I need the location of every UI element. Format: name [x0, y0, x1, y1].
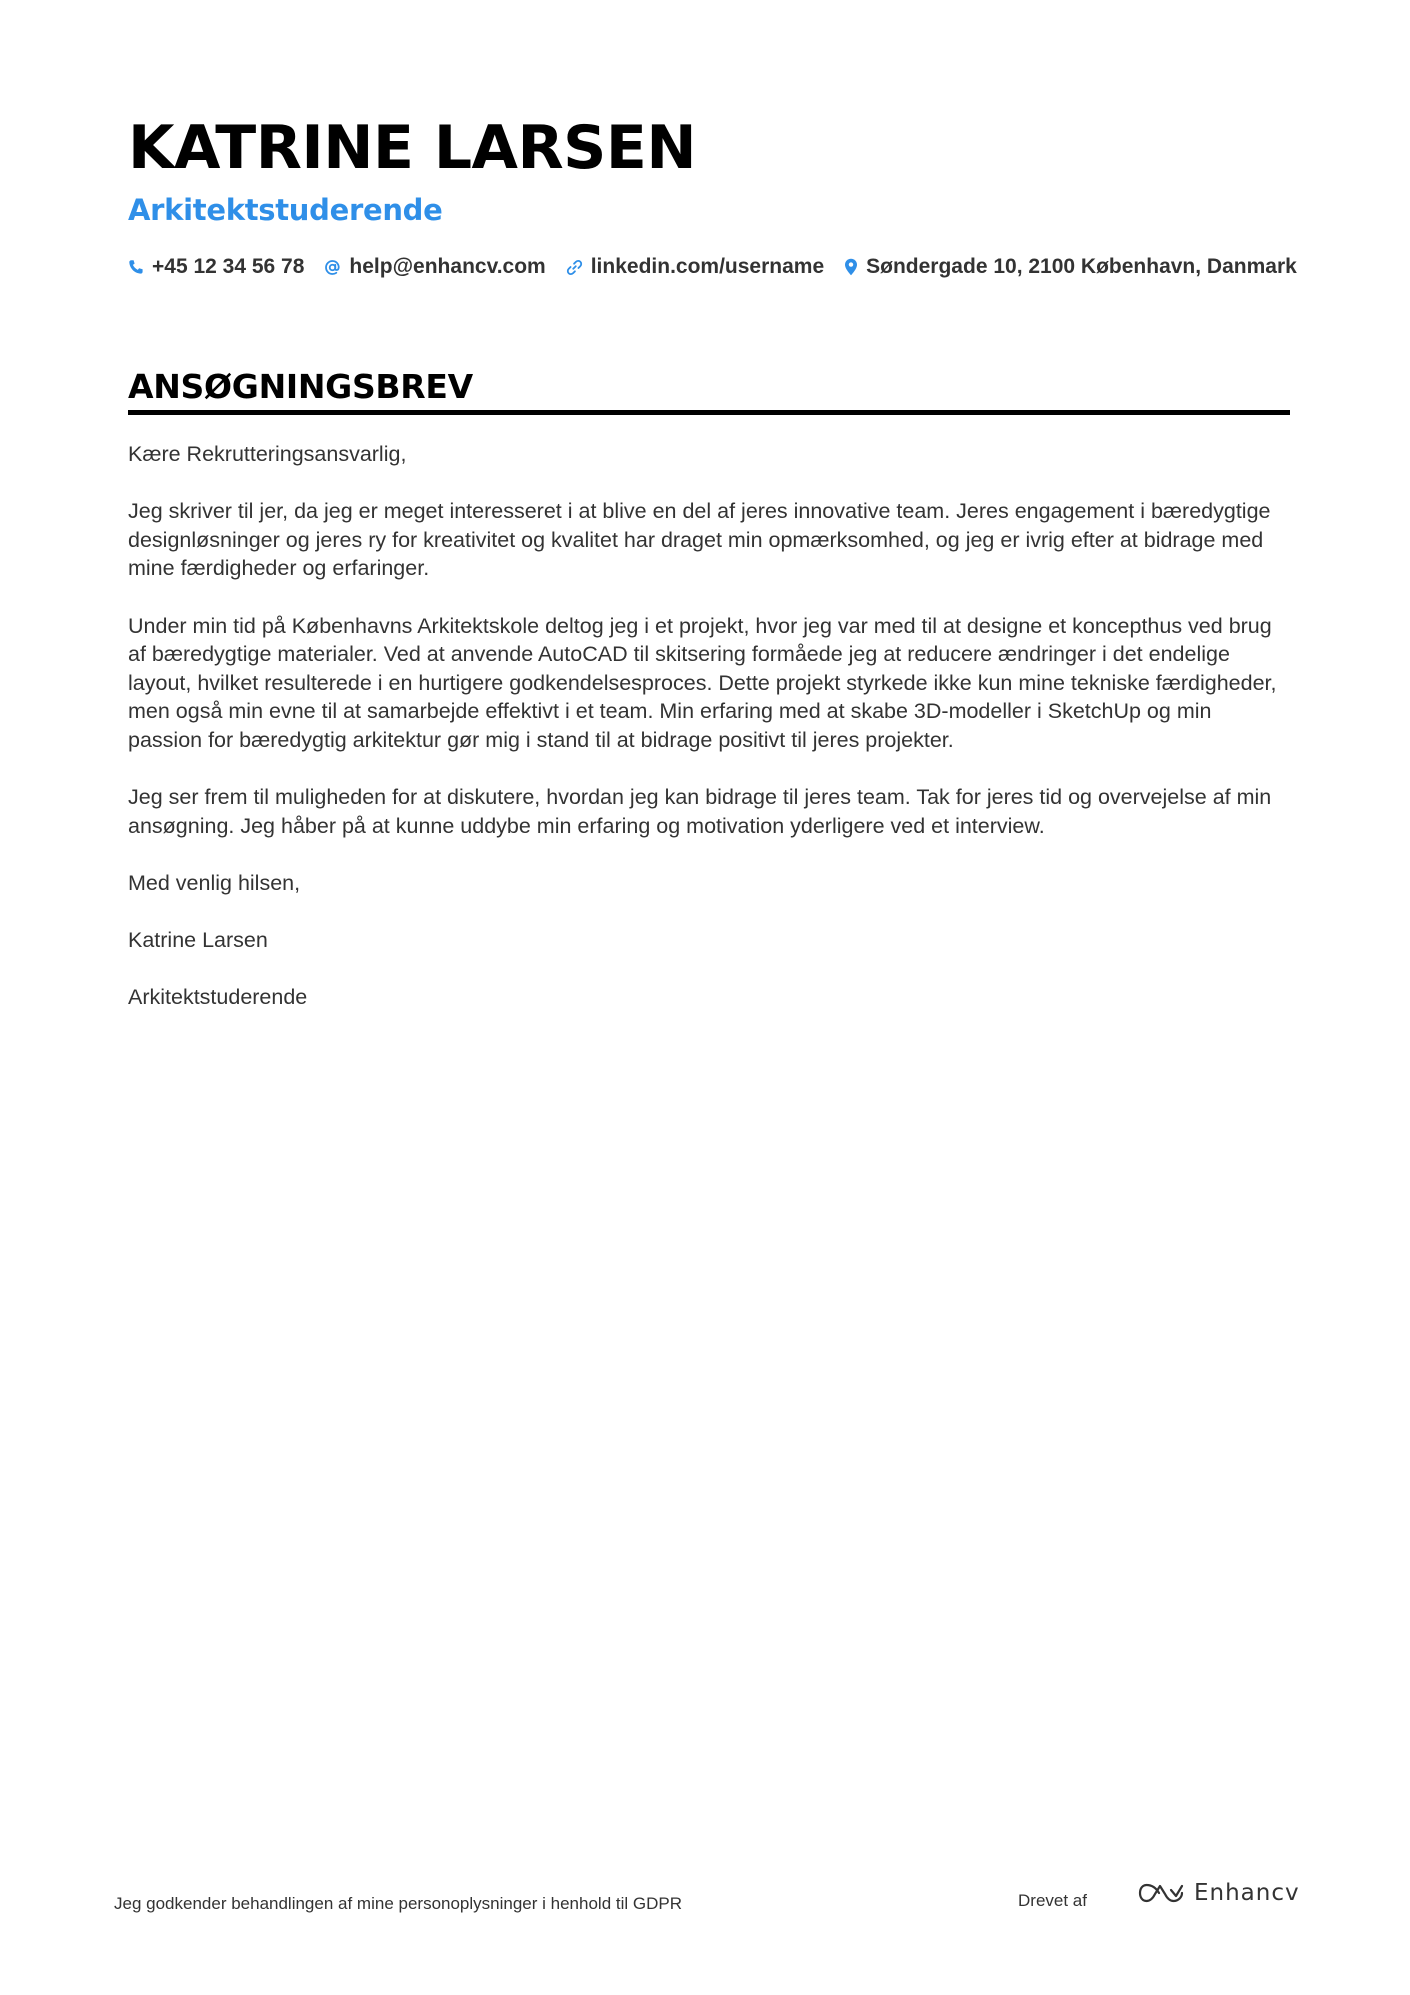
contact-address-text: Søndergade 10, 2100 København, Danmark [866, 255, 1297, 278]
link-icon [566, 259, 583, 276]
candidate-title: Arkitektstuderende [128, 193, 443, 227]
section-divider [128, 410, 1290, 415]
location-pin-icon [844, 258, 858, 276]
letter-paragraph-2: Under min tid på Københavns Arkitektskole deltog jeg i et projekt, hvor jeg var med til at designe et koncepthus ved brug af bæredygtige materialer. Ved at anvende AutoCAD til skitsering formåede jeg at reducere ændringer i det endelige layout, hvilket resulterede i en hurtigere godkendelsesproces. Dette projekt styrkede ikke kun mine tekniske færdigheder, men også min evne til at samarbejde effektivt i et team. Min erfaring med at skabe 3D-modeller i SketchUp og min passion for bæredygtig arkitektur gør mig i stand til at bidrage positivt til jeres projekter. [128, 613, 1277, 752]
at-icon [324, 259, 341, 276]
contact-phone-text: +45 12 34 56 78 [152, 255, 305, 278]
contact-email-text: help@enhancv.com [349, 255, 546, 278]
letter-paragraph-3: Jeg ser frem til muligheden for at diskutere, hvordan jeg kan bidrage til jeres team. Tak for jeres tid og overvejelse af min ansøgning. Jeg håber på at kunne uddybe min erfaring og motivation yderligere ved et interview. [128, 785, 1272, 838]
gdpr-consent-text: Jeg godkender behandlingen af mine personoplysninger i henhold til GDPR [114, 1894, 682, 1913]
contact-phone[interactable] [128, 252, 304, 282]
contact-email[interactable] [324, 252, 545, 282]
enhancv-logo-icon [1138, 1881, 1184, 1905]
letter-signature-title: Arkitektstuderende [128, 985, 308, 1010]
contact-linkedin-text: linkedin.com/username [590, 255, 825, 278]
contact-address[interactable] [844, 252, 1297, 282]
powered-by-label: Drevet af [1018, 1891, 1087, 1910]
letter-signature-name: Katrine Larsen [128, 928, 268, 953]
enhancv-brand-name: Enhancv [1194, 1880, 1300, 1906]
letter-body [128, 440, 1290, 1040]
enhancv-brand-link[interactable] [1138, 1880, 1300, 1906]
contact-linkedin[interactable] [566, 252, 824, 282]
letter-greeting: Kære Rekrutteringsansvarlig, [128, 442, 407, 466]
phone-icon [128, 259, 144, 275]
section-title: ANSØGNINGSBREV [128, 367, 473, 406]
letter-closing: Med venlig hilsen, [128, 870, 301, 895]
candidate-name: KATRINE LARSEN [128, 113, 697, 183]
letter-paragraph-1: Jeg skriver til jer, da jeg er meget interesseret i at blive en del af jeres innovative team. Jeres engagement i bæredygtige designløsninger og jeres ry for kreativitet og kvalitet har draget min opmærksomhed, og jeg er ivrig efter at bidrage med mine færdigheder og erfaringer. [128, 499, 1271, 581]
contact-bar [128, 252, 1297, 282]
